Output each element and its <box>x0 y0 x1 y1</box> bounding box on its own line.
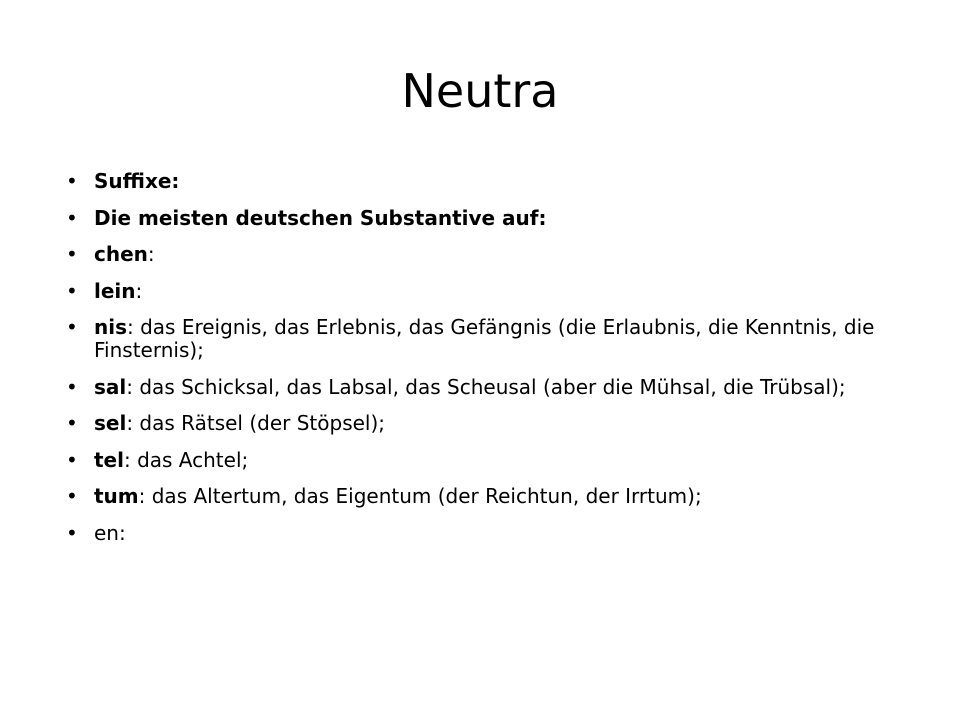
slide-title: Neutra <box>401 64 559 118</box>
bullet-item-tel <box>66 449 896 472</box>
bullet-dot-icon: • <box>66 169 78 193</box>
bullet-bold-text: tum <box>94 484 139 508</box>
bullet-dot-icon: • <box>66 374 78 399</box>
bullet-bold-text: tel <box>94 447 124 472</box>
bullet-item-die-meisten <box>66 207 896 230</box>
bullet-text: : <box>135 278 143 303</box>
bullet-dot-icon: • <box>66 205 78 230</box>
bullet-text: : das Achtel; <box>123 447 249 472</box>
bullet-item-suffixe <box>66 170 896 193</box>
bullet-dot-icon: • <box>66 484 78 508</box>
bullet-dot-icon: • <box>66 242 78 266</box>
bullet-text: : das Ereignis, das Erlebnis, das Gefängnis (die Erlaubnis, die Kenntnis, die Finsternis); <box>94 315 875 362</box>
bullet-bold-text: sel <box>94 411 127 435</box>
bullet-dot-icon: • <box>66 447 78 472</box>
bullet-item-sal <box>66 376 896 399</box>
bullet-text: : <box>147 242 155 266</box>
bullet-item-lein <box>66 280 896 303</box>
bullet-text: : das Schicksal, das Labsal, das Scheusal (aber die Mühsal, die Trübsal); <box>126 374 846 399</box>
bullet-bold-text: lein <box>94 278 136 303</box>
bullet-dot-icon: • <box>66 520 78 545</box>
bullet-bold-text: sal <box>94 374 127 399</box>
bullet-bold-text: nis <box>94 315 127 339</box>
bullet-item-en <box>66 522 896 545</box>
bullet-bold-text: chen <box>94 242 148 266</box>
bullet-item-nis <box>66 316 896 362</box>
bullet-bold-text: Suffixe: <box>94 169 180 193</box>
bullet-item-chen <box>66 243 896 266</box>
bullet-list <box>66 170 896 558</box>
bullet-text: : das Rätsel (der Stöpsel); <box>126 411 386 435</box>
bullet-text: : das Altertum, das Eigentum (der Reichtun, der Irrtum); <box>138 484 702 508</box>
bullet-item-tum <box>66 485 896 508</box>
bullet-text: en: <box>94 520 126 545</box>
bullet-dot-icon: • <box>66 278 78 303</box>
bullet-item-sel <box>66 412 896 435</box>
bullet-dot-icon: • <box>66 315 78 339</box>
bullet-dot-icon: • <box>66 411 78 435</box>
bullet-bold-text: Die meisten deutschen Substantive auf: <box>94 205 547 230</box>
